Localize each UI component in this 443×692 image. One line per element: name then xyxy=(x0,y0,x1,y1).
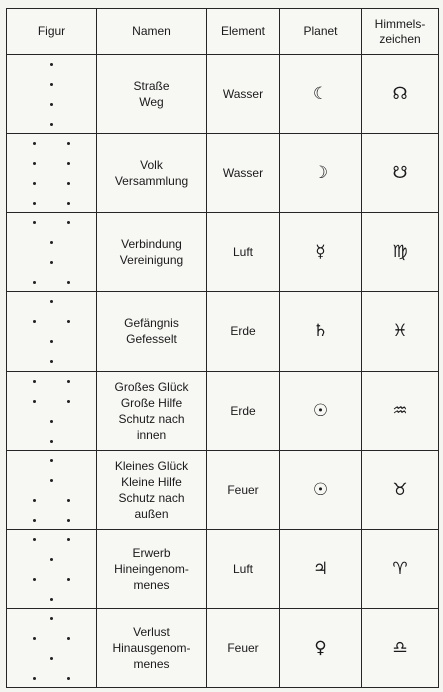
header-namen-label: Namen xyxy=(132,24,171,38)
header-element xyxy=(207,9,280,55)
sun-icon: ☉ xyxy=(312,479,329,500)
figure-dot xyxy=(67,221,70,224)
name-line: Vereinigung xyxy=(119,253,184,268)
name-line: Versammlung xyxy=(114,174,189,189)
figure-dot xyxy=(33,400,36,403)
figure-dot xyxy=(33,538,36,541)
planet-cell xyxy=(280,608,362,687)
figure-dot xyxy=(33,221,36,224)
name-line: Erwerb xyxy=(132,545,171,560)
figure-dot xyxy=(33,142,36,145)
figure-dot xyxy=(50,300,53,303)
geomantic-figure xyxy=(27,61,77,127)
figure-dot xyxy=(67,519,70,522)
figure-cell xyxy=(7,371,97,450)
figure-dot xyxy=(50,83,53,86)
figure-dot xyxy=(50,420,53,423)
table-row xyxy=(7,55,439,134)
header-figur xyxy=(7,9,97,55)
name-line: Hineingenom- xyxy=(114,561,189,576)
table-row xyxy=(7,292,439,371)
geomancy-table xyxy=(6,8,439,688)
figure-dot xyxy=(33,677,36,680)
figure-dot xyxy=(67,320,70,323)
element-label: Luft xyxy=(232,561,253,576)
taurus-icon: ♉ xyxy=(392,479,408,500)
name-line: Weg xyxy=(139,95,164,110)
sign-cell xyxy=(362,450,439,529)
geomantic-figure xyxy=(27,219,77,285)
sign-cell xyxy=(362,134,439,213)
name-line: menes xyxy=(133,656,170,671)
figure-dot xyxy=(50,479,53,482)
element-cell xyxy=(207,134,280,213)
names-cell xyxy=(97,213,207,292)
table-row xyxy=(7,134,439,213)
names-cell xyxy=(97,292,207,371)
figure-dot xyxy=(50,360,53,363)
figure-dot xyxy=(67,202,70,205)
element-label: Erde xyxy=(230,324,256,339)
figure-cell xyxy=(7,55,97,134)
libra-icon: ♎ xyxy=(392,637,408,658)
sign-cell xyxy=(362,213,439,292)
table-row xyxy=(7,608,439,687)
jupiter-icon: ♃ xyxy=(312,558,329,579)
names-cell xyxy=(97,371,207,450)
table-row xyxy=(7,450,439,529)
ascending-node-icon: ☊ xyxy=(392,84,408,105)
figure-dot xyxy=(50,261,53,264)
planet-cell xyxy=(280,134,362,213)
name-line: Volk xyxy=(140,158,163,173)
sign-cell xyxy=(362,608,439,687)
figure-dot xyxy=(67,182,70,185)
element-label: Wasser xyxy=(222,87,264,102)
name-line: Gefesselt xyxy=(126,332,177,347)
element-label: Feuer xyxy=(227,640,259,655)
planet-cell xyxy=(280,55,362,134)
mercury-icon: ☿ xyxy=(315,242,326,263)
element-cell xyxy=(207,371,280,450)
figure-dot xyxy=(33,320,36,323)
name-line: Verlust xyxy=(133,624,170,639)
table-row xyxy=(7,213,439,292)
sign-cell xyxy=(362,371,439,450)
figure-dot xyxy=(50,123,53,126)
table-row xyxy=(7,529,439,608)
name-line: Hinausgenom- xyxy=(112,640,191,655)
figure-dot xyxy=(67,142,70,145)
figure-dot xyxy=(67,380,70,383)
names-cell xyxy=(97,608,207,687)
virgo-icon: ♍ xyxy=(392,242,408,263)
geomantic-figure xyxy=(27,298,77,364)
figure-dot xyxy=(50,558,53,561)
figure-dot xyxy=(33,281,36,284)
element-cell xyxy=(207,55,280,134)
name-line: menes xyxy=(133,577,170,592)
figure-dot xyxy=(33,499,36,502)
figure-dot xyxy=(33,637,36,640)
header-himmelszeichen-line1: Himmels- xyxy=(374,16,426,31)
name-line: Schutz nach xyxy=(118,490,185,505)
moon-waxing-icon: ☾ xyxy=(312,84,329,105)
figure-dot xyxy=(67,578,70,581)
name-line: Verbindung xyxy=(121,237,182,252)
geomantic-figure xyxy=(27,140,77,206)
figure-cell xyxy=(7,608,97,687)
element-cell xyxy=(207,450,280,529)
header-figur-label: Figur xyxy=(37,24,66,38)
header-planet xyxy=(280,9,362,55)
header-namen xyxy=(97,9,207,55)
figure-dot xyxy=(67,400,70,403)
header-himmelszeichen-line2: zeichen xyxy=(379,31,421,46)
geomantic-figure xyxy=(27,536,77,602)
figure-dot xyxy=(50,657,53,660)
element-label: Wasser xyxy=(222,166,264,181)
figure-dot xyxy=(67,677,70,680)
figure-cell xyxy=(7,450,97,529)
header-row xyxy=(7,9,439,55)
pisces-icon: ♓ xyxy=(392,321,408,342)
sign-cell xyxy=(362,55,439,134)
figure-dot xyxy=(50,103,53,106)
element-cell xyxy=(207,529,280,608)
figure-dot xyxy=(50,241,53,244)
names-cell xyxy=(97,134,207,213)
table-row xyxy=(7,371,439,450)
name-line: Kleines Glück xyxy=(114,458,189,473)
sign-cell xyxy=(362,529,439,608)
geomantic-figure xyxy=(27,457,77,523)
figure-cell xyxy=(7,134,97,213)
descending-node-icon: ☋ xyxy=(392,163,408,184)
figure-dot xyxy=(33,182,36,185)
name-line: Schutz nach xyxy=(118,411,185,426)
planet-cell xyxy=(280,213,362,292)
figure-dot xyxy=(33,162,36,165)
name-line: Große Hilfe xyxy=(120,395,183,410)
figure-dot xyxy=(67,637,70,640)
planet-cell xyxy=(280,529,362,608)
name-line: außen xyxy=(134,506,169,521)
aries-icon: ♈ xyxy=(392,558,408,579)
sun-icon: ☉ xyxy=(312,400,329,421)
figure-dot xyxy=(67,281,70,284)
name-line: Kleine Hilfe xyxy=(121,474,182,489)
figure-dot xyxy=(50,598,53,601)
figure-dot xyxy=(50,459,53,462)
saturn-icon: ♄ xyxy=(312,321,329,342)
planet-cell xyxy=(280,292,362,371)
geomantic-figure xyxy=(27,378,77,444)
planet-cell xyxy=(280,450,362,529)
figure-cell xyxy=(7,292,97,371)
figure-dot xyxy=(33,519,36,522)
figure-cell xyxy=(7,213,97,292)
venus-icon: ♀ xyxy=(314,637,327,658)
figure-dot xyxy=(67,162,70,165)
header-element-label: Element xyxy=(220,24,266,38)
element-cell xyxy=(207,292,280,371)
figure-dot xyxy=(67,499,70,502)
geomantic-figure xyxy=(27,615,77,681)
element-cell xyxy=(207,213,280,292)
figure-dot xyxy=(50,617,53,620)
header-himmelszeichen xyxy=(362,9,439,55)
moon-waning-icon: ☽ xyxy=(312,163,329,184)
name-line: Gefängnis xyxy=(124,316,179,331)
element-label: Feuer xyxy=(227,482,259,497)
planet-cell xyxy=(280,371,362,450)
figure-cell xyxy=(7,529,97,608)
figure-dot xyxy=(33,380,36,383)
figure-dot xyxy=(33,202,36,205)
name-line: innen xyxy=(136,427,167,442)
figure-dot xyxy=(50,340,53,343)
element-label: Erde xyxy=(230,403,256,418)
names-cell xyxy=(97,529,207,608)
aquarius-icon: ♒ xyxy=(392,400,408,421)
names-cell xyxy=(97,450,207,529)
figure-dot xyxy=(50,63,53,66)
header-planet-label: Planet xyxy=(303,24,338,38)
figure-dot xyxy=(50,440,53,443)
figure-dot xyxy=(67,538,70,541)
name-line: Straße xyxy=(133,79,170,94)
names-cell xyxy=(97,55,207,134)
sign-cell xyxy=(362,292,439,371)
name-line: Großes Glück xyxy=(114,379,189,394)
figure-dot xyxy=(33,578,36,581)
element-cell xyxy=(207,608,280,687)
element-label: Luft xyxy=(232,245,253,260)
